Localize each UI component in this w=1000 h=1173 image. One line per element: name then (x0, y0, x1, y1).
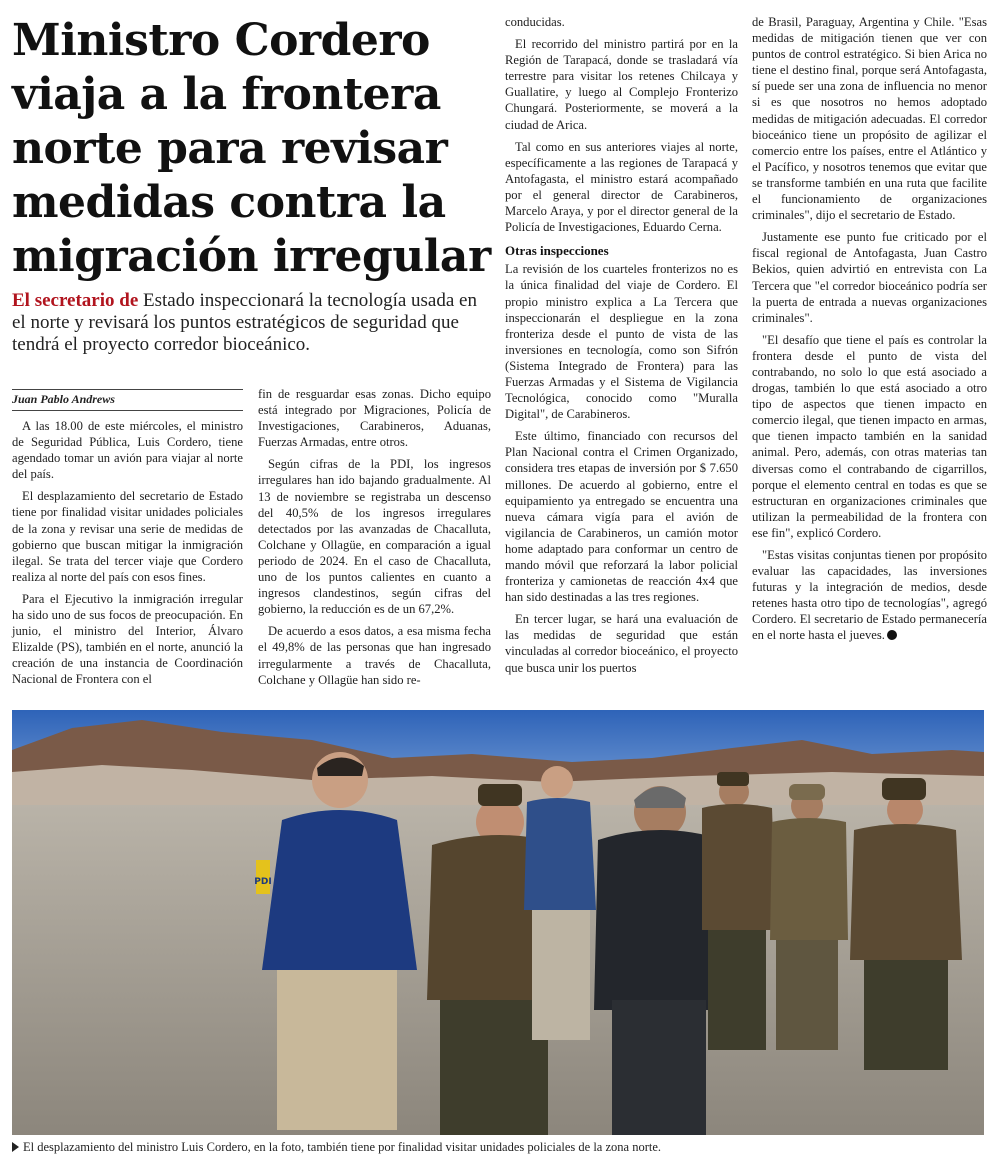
article-photo (12, 710, 984, 1135)
col1-paragraph: Para el Ejecutivo la inmigración irregular ha sido uno de sus focos de preocupación. En junio, el ministro del Interior, Álvaro Elizalde (PS), también en el norte, anunció la creación de una instancia de Coordinación Nacional de Frontera con el (12, 591, 243, 687)
column-3 (505, 14, 738, 682)
jacket-text: PDI (254, 877, 272, 887)
col3-paragraph: La revisión de los cuarteles fronterizos no es la única finalidad del viaje de Cordero. El propio ministro explica a La Tercera que inspeccionarán el despliegue en la zona fronteriza desde el punto de vista de las inversiones en tecnología, como son Sifrón (Sistema Integrado de Frontera) para las Fuerzas Armadas y el Sistema de Vigilancia Tecnológica, conocido como "Muralla Digital", de Carabineros. (505, 262, 738, 422)
col2-paragraph: Según cifras de la PDI, los ingresos irregulares han ido bajando gradualmente. Al 13 de noviembre se registraba un descenso del 40,5% de los ingresos irregulares detectados por las avanzadas de Chacalluta, Colchane y Ollagüe, en comparación a igual periodo de 2024. En el caso de Chacalluta, uno de los puntos calientes en cuanto a ingresos clandestinos, según cifras del gobierno, la reducción es de un 67,2%. (258, 457, 491, 617)
byline: Juan Pablo Andrews (12, 392, 115, 406)
dek (12, 290, 482, 356)
photo-caption (12, 1140, 992, 1155)
col3-paragraph: Este último, financiado con recursos del Plan Nacional contra el Crimen Organizado, considera tres etapas de inversión por $ 7.650 millones. De acuerdo al gobierno, entre el equipamiento ya entregado se encuentra una nueva cámara vigía para el avión de vigilancia de Carabineros, un camión motor home adaptado para conformar un centro de mando móvil que reforzará la labor policial fronteriza y camionetas de reacción 4x4 que han sido destinadas a las tres regiones. (505, 429, 738, 605)
col2-paragraph: De acuerdo a esos datos, a esa misma fecha el 49,8% de las personas que han ingresado irregularmente a través de Chacalluta, Colchane y Ollagüe han sido re- (258, 624, 491, 687)
officer-background-2 (702, 772, 776, 1050)
subhead: Otras inspecciones (505, 243, 609, 259)
col3-paragraph: conducidas. (505, 15, 565, 29)
column-4 (752, 14, 987, 650)
col1-paragraph: El desplazamiento del secretario de Estado tiene por finalidad visitar unidades policiales de la zona y revisar una serie de medidas de gobierno que buscan mitigar la inmigración ilegal. Se trata del tercer viaje que Cordero realiza al norte del país con esos fines. (12, 489, 243, 584)
caption-arrow-icon (12, 1142, 19, 1152)
dek-text: Estado inspeccionará la tecnología usada en el norte y revisará los puntos estratégicos de seguridad que tendrá el proyecto corredor bioceánico. (12, 290, 477, 355)
col4-last-text: "Estas visitas conjuntas tienen por propósito evaluar las capacidades, las inversiones futuras y la integración de medios, desde retenes hasta otro tipo de tecnologías", agregó Cordero. El secretario de Estado permanecería en el norte hasta el jueves. (752, 548, 987, 643)
soldier-background (770, 784, 848, 1050)
column-1 (12, 418, 243, 694)
col3-paragraph: Tal como en sus anteriores viajes al norte, específicamente a las regiones de Tarapacá y Antofagasta, el ministro estará acompañado por el general director de Carabineros, Marcelo Araya, y por el director general de la Policía de Investigaciones, Eduardo Cerna. (505, 139, 738, 235)
dek-lead: El secretario de (12, 290, 139, 311)
col4-paragraph (752, 547, 987, 644)
col1-paragraph: A las 18.00 de este miércoles, el ministro de Seguridad Pública, Luis Cordero, tiene agendado tomar un avión para viajar al norte del país. (12, 419, 243, 482)
person-background-1 (524, 766, 596, 1040)
byline-rule-top (12, 389, 243, 390)
caption-text: El desplazamiento del ministro Luis Cordero, en la foto, también tiene por finalidad visitar unidades policiales de la zona norte. (23, 1140, 662, 1154)
byline-rule-bottom (12, 410, 243, 411)
col2-paragraph: fin de resguardar esas zonas. Dicho equipo está integrado por Migraciones, Policía de Investigaciones, Carabineros, Aduanas, Fuerzas Armadas, entre otros. (258, 387, 491, 450)
col4-paragraph: "El desafío que tiene el país es controlar la frontera desde el punto de vista del contrabando, no solo lo que está asociado a drogas, también lo que está asociado a otro tipo de aspectos que tienen impacto en comercio ilegal, que tienen impacto en armas, que tienen impacto también en la sanidad animal. Pero, además, con otras materias tan diversas como el contrabando de cigarrillos, porque el elemento central en todas es que se estructuran en organizaciones criminales que utilizan la permeabilidad de la frontera con ese fin", explicó Cordero. (752, 332, 987, 540)
col3-paragraph: En tercer lugar, se hará una evaluación de las medidas de seguridad que están vinculadas al corredor bioceánico, el proyecto que busca unir los puertos (505, 612, 738, 675)
col4-paragraph: de Brasil, Paraguay, Argentina y Chile. "Esas medidas de mitigación tienen que ver con puntos de control estratégico. Si bien Arica no tiene el destino final, porque será Antofagasta, sí puede ser una zona de influencia no menor si es que nosotros no hemos adoptado medidas de mitigación adecuadas. El corredor bioceánico tiene un propósito de agilizar el comercio entre los países, entre el Atlántico y el Pacífico, y nosotros tenemos que evitar que se transforme también en una ruta que facilite el funcionamiento de organizaciones criminales", dijo el secretario de Estado. (752, 15, 987, 223)
column-2 (258, 386, 491, 694)
col4-paragraph: Justamente ese punto fue criticado por el fiscal regional de Antofagasta, Juan Castro Bekios, quien advirtió en entrevista con La Tercera que "el corredor bioceánico podría ser la puerta de entrada a nuevas organizaciones criminales". (752, 230, 987, 325)
headline: Ministro Cordero viaja a la frontera norte para revisar medidas contra la migración irregular (12, 15, 491, 282)
end-of-article-icon (887, 630, 897, 640)
col3-paragraph: El recorrido del ministro partirá por en la Región de Tarapacá, donde se trasladará vía terrestre para visitar los retenes Chilcaya y Guallatire, y luego al Complejo Fronterizo Chungará. Posteriormente, se moverá a la ciudad de Arica. (505, 37, 738, 132)
